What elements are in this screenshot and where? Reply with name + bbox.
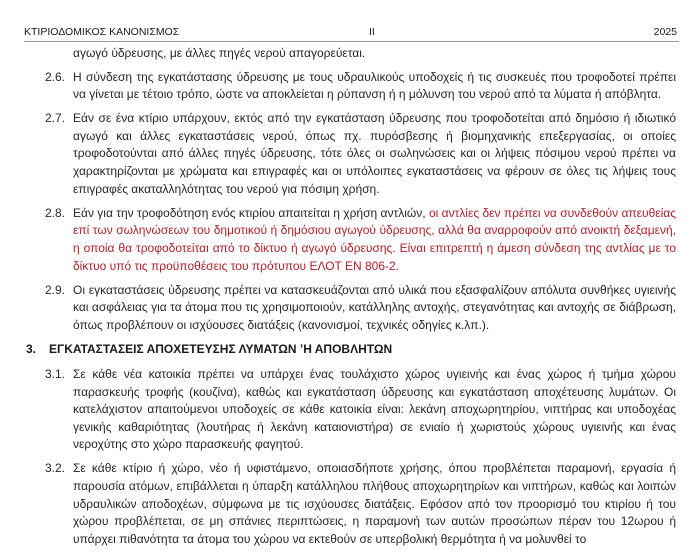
paragraph-number: 3.2.	[45, 461, 66, 476]
paragraph-2-8	[0, 205, 676, 275]
document-title: ΚΤΙΡΙΟΔΟΜΙΚΟΣ ΚΑΝΟΝΙΣΜΟΣ	[24, 26, 180, 38]
page-header	[24, 26, 679, 42]
paragraph-text: Σε κάθε νέα κατοικία πρέπει να υπάρχει ένας τουλάχιστο χώρος υγιεινής και ένας χώρος ή τμήμα χώρου παρασκευής τροφής (κουζίνα), καθώς και εγκατάσταση ύδρευσης και εγκατάσταση αποχέτευσης λυμάτων. Οι κατελάχιστον απαιτούμενοι υποδοχείς σε κάθε κατοικία είναι: λεκάνη αποχωρητηρίου, νιπτήρας και υποδοχέας γενικής καθαριότητας (λουτήρας ή λεκάνη καταιονιστήρα) σε ενιαίο ή χωριστούς χώρους υγιεινής και ένας νεροχύτης στο χώρο παρασκευής φαγητού.	[73, 366, 676, 452]
chapter-number: II	[369, 26, 375, 38]
paragraph-2-7	[0, 110, 676, 198]
paragraph-number: 3.1.	[45, 366, 66, 381]
section-number: 3.	[26, 341, 37, 356]
section-heading-3	[0, 341, 700, 358]
highlighted-amendment-text: οι αντλίες δεν πρέπει να συνδεθούν απευθείας επί των σωληνώσεων του δημοτικού ή δημόσιου αγωγού ύδρευσης, αλλά θα αναρροφούν από ανοικτή δεξαμενή, η οποία θα τροφοδοτείται από το δίκτυο ή αγωγό ύδρευσης. Είναι επιτρεπτή η άμεση σύνδεση της αντλίας με το δίκτυο υπό τις προϋποθέσεις του πρότυπου ΕΛΟΤ ΕΝ 806-2.	[73, 205, 677, 273]
paragraph-number: 2.6.	[45, 69, 66, 84]
continuation-text: αγωγό ύδρευσης, με άλλες πηγές νερού απαγορεύεται.	[73, 46, 366, 60]
paragraph-text: Εάν για την τροφοδότηση ενός κτιρίου απαιτείται η χρήση αντλιών,	[73, 205, 429, 220]
document-year: 2025	[653, 26, 677, 38]
paragraph-text: Σε κάθε κτίριο ή χώρο, νέο ή υφιστάμενο, οποιασδήποτε χρήσης, όπου προβλέπεται παραμονή, εργασία ή παρουσία ατόμων, επιβάλλεται η ύπαρξη κατάλληλου πλήθους αποχωρητηρίων και νιπτήρων, καθώς και λοιπών υδραυλικών αποδοχέων, σύμφωνα με τις ισχύουσες διατάξεις. Εφόσον από τον προορισμό του κτιρίου ή του χώρου προβλέπεται, σε μη σπάνιες περιπτώσεις, η παραμονή των αυτών προσώπων πέραν του 12ωρου ή υπάρχει πιθανότητα τα άτομα του χώρου να εκτεθούν σε υπερβολική θερμότητα ή να μολυνθεί το	[73, 461, 676, 546]
paragraph-number: 2.8.	[45, 205, 66, 220]
paragraph-number: 2.9.	[45, 282, 66, 297]
paragraph-3-2	[0, 460, 676, 548]
paragraph-2-9	[0, 282, 676, 335]
paragraph-text: Οι εγκαταστάσεις ύδρευσης πρέπει να κατασκευάζονται από υλικά που εξασφαλίζουν απόλυτα συνθήκες υγιεινής και ασφάλειας για τα άτομα που τις χρησιμοποιούν, κατάλληλης αντοχής, στεγανότητας και αντοχής σε διάβρωση, όπως προβλέπουν οι ισχύουσες διατάξεις (κανονισμοί, τεχνικές οδηγίες κ.λπ.).	[73, 282, 676, 332]
paragraph-text: Εάν σε ένα κτίριο υπάρχουν, εκτός από την εγκατάσταση ύδρευσης που τροφοδοτείται από δημόσιο ή ιδιωτικό αγωγό και άλλες εγκαταστάσεις νερού, όπως πχ. πυρόσβεσης ή βιομηχανικής επεξεργασίας, οι οποίες τροφοδοτούνται από άλλες πηγές ύδρευσης, τότε όλες οι σωληνώσεις και οι λήψεις πόσιμου νερού πρέπει να χαρακτηρίζονται με χρώματα και επιγραφές και οι υπόλοιπες εγκαταστάσεις να φέρουν σε όλες τις λήψεις τους επιγραφές ακαταλληλότητας του νερού για πόσιμη χρήση.	[73, 111, 676, 196]
section-title: ΕΓΚΑΤΑΣΤΑΣΕΙΣ ΑΠΟΧΕΤΕΥΣΗΣ ΛΥΜΑΤΩΝ ’Η ΑΠΟΒΛΗΤΩΝ	[49, 341, 393, 356]
paragraph-number: 2.7.	[45, 111, 66, 126]
paragraph-2-6	[0, 69, 676, 104]
paragraph-text: Η σύνδεση της εγκατάστασης ύδρευσης με τους υδραυλικούς υποδοχείς ή τις συσκευές που τροφοδοτεί πρέπει να γίνεται με τέτοιο τρόπο, ώστε να αποκλείεται η ρύπανση ή η μόλυνση του νερού από τα λύματα ή απόβλητα.	[73, 69, 676, 102]
paragraph-3-1	[0, 366, 676, 454]
page-body	[0, 45, 700, 555]
